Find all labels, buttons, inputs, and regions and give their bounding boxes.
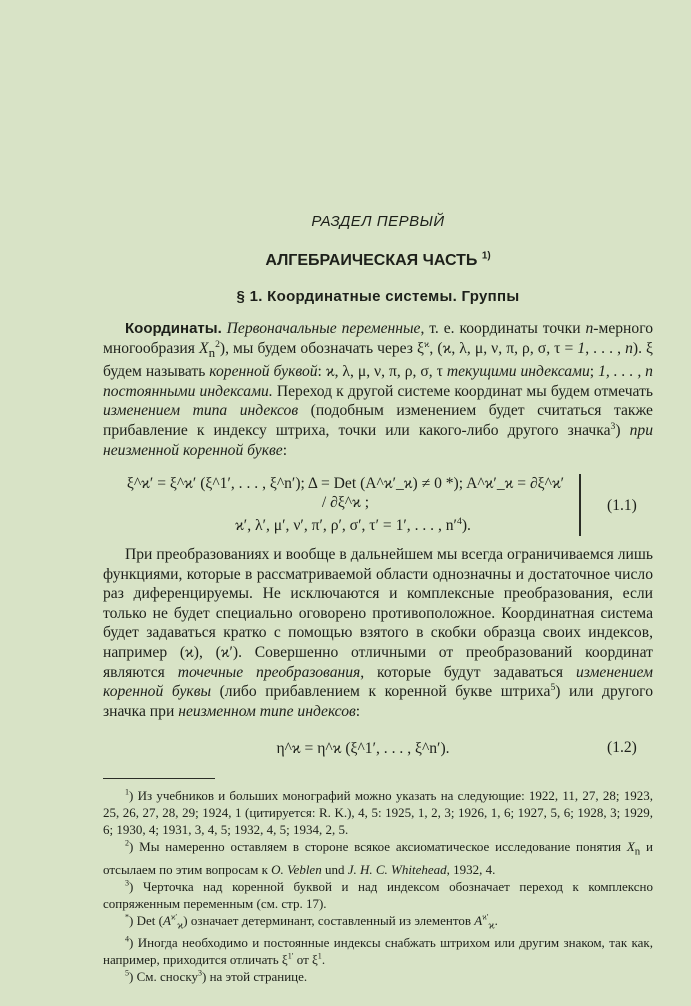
text-run: Переход к другой системе координат мы будем отмечать [272, 382, 653, 400]
italic-text: Первоначальные переменные [226, 320, 421, 337]
italic-text: при неизменной коренной букве [103, 422, 653, 459]
italic-text: точечные преобразования [177, 663, 361, 681]
superscript-text: 5 [550, 681, 556, 693]
equation-1-1-line-1: ξ^ϰ′ = ξ^ϰ′ (ξ^1′, . . . , ξ^n′); Δ = Det (A^ϰ′_ϰ) ≠ 0 *); A^ϰ′_ϰ = ∂ξ^ϰ′ / ∂ξ^ϰ ; [126, 475, 565, 511]
chapter-title-text: АЛГЕБРАИЧЕСКАЯ ЧАСТЬ [265, 252, 478, 269]
subscript-text: n [208, 344, 216, 360]
superscript-text: * [125, 912, 130, 922]
superscript-text: 2 [215, 338, 220, 350]
text-run: : [282, 441, 288, 459]
italic-text: O. Veblen [271, 861, 322, 877]
superscript-text: 2 [125, 838, 130, 848]
equation-1-1-line-2 [143, 516, 563, 535]
text-run: ) [615, 422, 630, 440]
superscript-text: 4 [125, 934, 130, 944]
italic-text: n [585, 320, 594, 337]
equation-brace [579, 474, 581, 536]
footnote-5 [103, 968, 653, 985]
footnote-ref: 4 [456, 515, 462, 527]
text-run: ) См. сноску [129, 969, 198, 985]
part-heading: РАЗДЕЛ ПЕРВЫЙ [311, 213, 445, 230]
text-run: und [321, 861, 348, 877]
equation-number: (1.2) [607, 739, 637, 756]
italic-text: изменением коренной буквы [103, 663, 653, 701]
text-run: ) или другого значка при [103, 683, 653, 720]
text-run: и отсылаем по этим вопросам к [103, 839, 653, 877]
equation-number: (1.1) [607, 497, 637, 514]
italic-text: n [625, 339, 633, 357]
chapter-title [103, 252, 653, 270]
footnote-3 [103, 878, 653, 912]
text-run: ). ξ будем называть [103, 339, 654, 381]
footnote-1 [103, 787, 653, 838]
footnote-ref: 1) [481, 250, 491, 262]
italic-text: неизменном типе индексов [178, 702, 356, 720]
italic-text: A [162, 912, 171, 928]
text-run: ; [589, 363, 599, 381]
text-run: ), мы будем обозначать через ξ [219, 339, 424, 357]
italic-text: X [626, 839, 635, 854]
superscript-text: ϰ′ [170, 912, 178, 922]
subscript-text: n [634, 845, 641, 858]
text-run: , т. е. координаты точки [420, 320, 586, 337]
text-run: , . . . , [585, 339, 626, 357]
superscript-text: 3 [125, 878, 130, 888]
text-run: ) на этой странице. [202, 969, 308, 985]
text-run: , которые будут задаваться [360, 663, 576, 681]
footnotes [103, 787, 653, 985]
text-run: . [494, 912, 498, 928]
italic-text: текущими индексами [446, 363, 590, 381]
footnote-4 [103, 934, 653, 968]
text-run: , 1932, 4. [446, 861, 496, 877]
italic-text: A [474, 912, 483, 928]
subscript-text: ϰ [488, 919, 495, 932]
bold-text: Координаты. [125, 320, 222, 337]
text-run: ) означает детерминант, составленный из элементов [183, 912, 475, 928]
superscript-text: 3 [610, 420, 616, 432]
text-run: . [321, 952, 326, 968]
subscript-text: ϰ [177, 919, 184, 932]
section-heading: § 1. Координатные системы. Группы [236, 288, 520, 305]
italic-text: J. H. C. Whitehead [347, 861, 447, 877]
text-run: ) Мы намеренно оставляем в стороне всякое аксиоматическое исследование понятия [129, 839, 627, 854]
superscript-text: 1 [125, 787, 130, 797]
italic-text: изменением типа индексов [103, 402, 299, 420]
text-run: ) Черточка над коренной буквой и над индексом обозначает переход к комплексно сопряженным переменным (см. стр. 17). [103, 878, 653, 911]
superscript-text: ϰ′ [482, 912, 489, 922]
text-run: ) Из учебников и больших монографий можно указать на следующие: 1922, 11, 27, 28; 1923, 25, 26, 27, 28, 29; 1924, 1 (цитируется: R. K.), 4, 5: 1925, 1, 2, 3; 1926, 1, 6; 1927, 5, 6; 1928, 3; 1929, 6; 1930, 4; 1931, 3, 4, 5; 1932, 4, 5; 1934, 2, 5. [103, 788, 653, 837]
text-run: , (ϰ, λ, μ, ν, π, ρ, σ, τ = [429, 339, 578, 357]
equation-1-2: η^ϰ = η^ϰ (ξ^1′, . . . , ξ^n′). [276, 740, 450, 757]
equation-1-1-line-2-text: ϰ′, λ′, μ′, ν′, π′, ρ′, σ′, τ′ = 1′, . . . , n′ [235, 517, 457, 534]
text-run: (подобным изменением будет считаться также прибавление к индексу штриха, точки или какого-либо другого значка [103, 402, 653, 440]
equation-closing: ). [461, 517, 471, 534]
text-run: (либо прибавлением к коренной букве штриха [211, 683, 551, 701]
text-run: : ϰ, λ, μ, ν, π, ρ, σ, τ [317, 363, 447, 381]
paragraph-transformations [103, 545, 653, 721]
superscript-text: 1′ [287, 951, 294, 961]
footnote-2 [103, 838, 653, 878]
paragraph-coordinates [103, 319, 653, 460]
footnote-divider [103, 778, 215, 779]
text-run: : [355, 702, 361, 720]
superscript-text: ϰ [424, 338, 430, 350]
italic-text: 1, . . . , n постоянными индексами. [103, 363, 653, 400]
text-run: При преобразованиях и вообще в дальнейшем мы всегда ограничиваемся лишь функциями, которые в рассматриваемой области однозначны и достаточное число раз диференцируемы. Не исключаются и комплексные преобразования, если только не будет специально оговорено противоположное. Координатная система будет задаваться кратко с помощью взятого в скобки образца своих индексов, например (ϰ), (ϰ′). Совершенно отличными от преобразований координат являются [103, 546, 653, 681]
italic-text: 1 [577, 339, 586, 357]
text-run: ) Иногда необходимо и постоянные индексы снабжать штрихом или другим знаком, так как, например, приходится отличать ξ [103, 935, 653, 968]
superscript-text: 3 [197, 968, 202, 978]
superscript-text: 1 [317, 951, 322, 961]
footnote-star [103, 912, 653, 935]
text-run: -мерного многообразия [103, 320, 654, 357]
italic-text: X [199, 339, 209, 357]
superscript-text: 5 [125, 968, 130, 978]
text-run: ) Det ( [129, 912, 163, 928]
text-run: от ξ [293, 952, 318, 968]
italic-text: коренной буквой [209, 363, 318, 381]
